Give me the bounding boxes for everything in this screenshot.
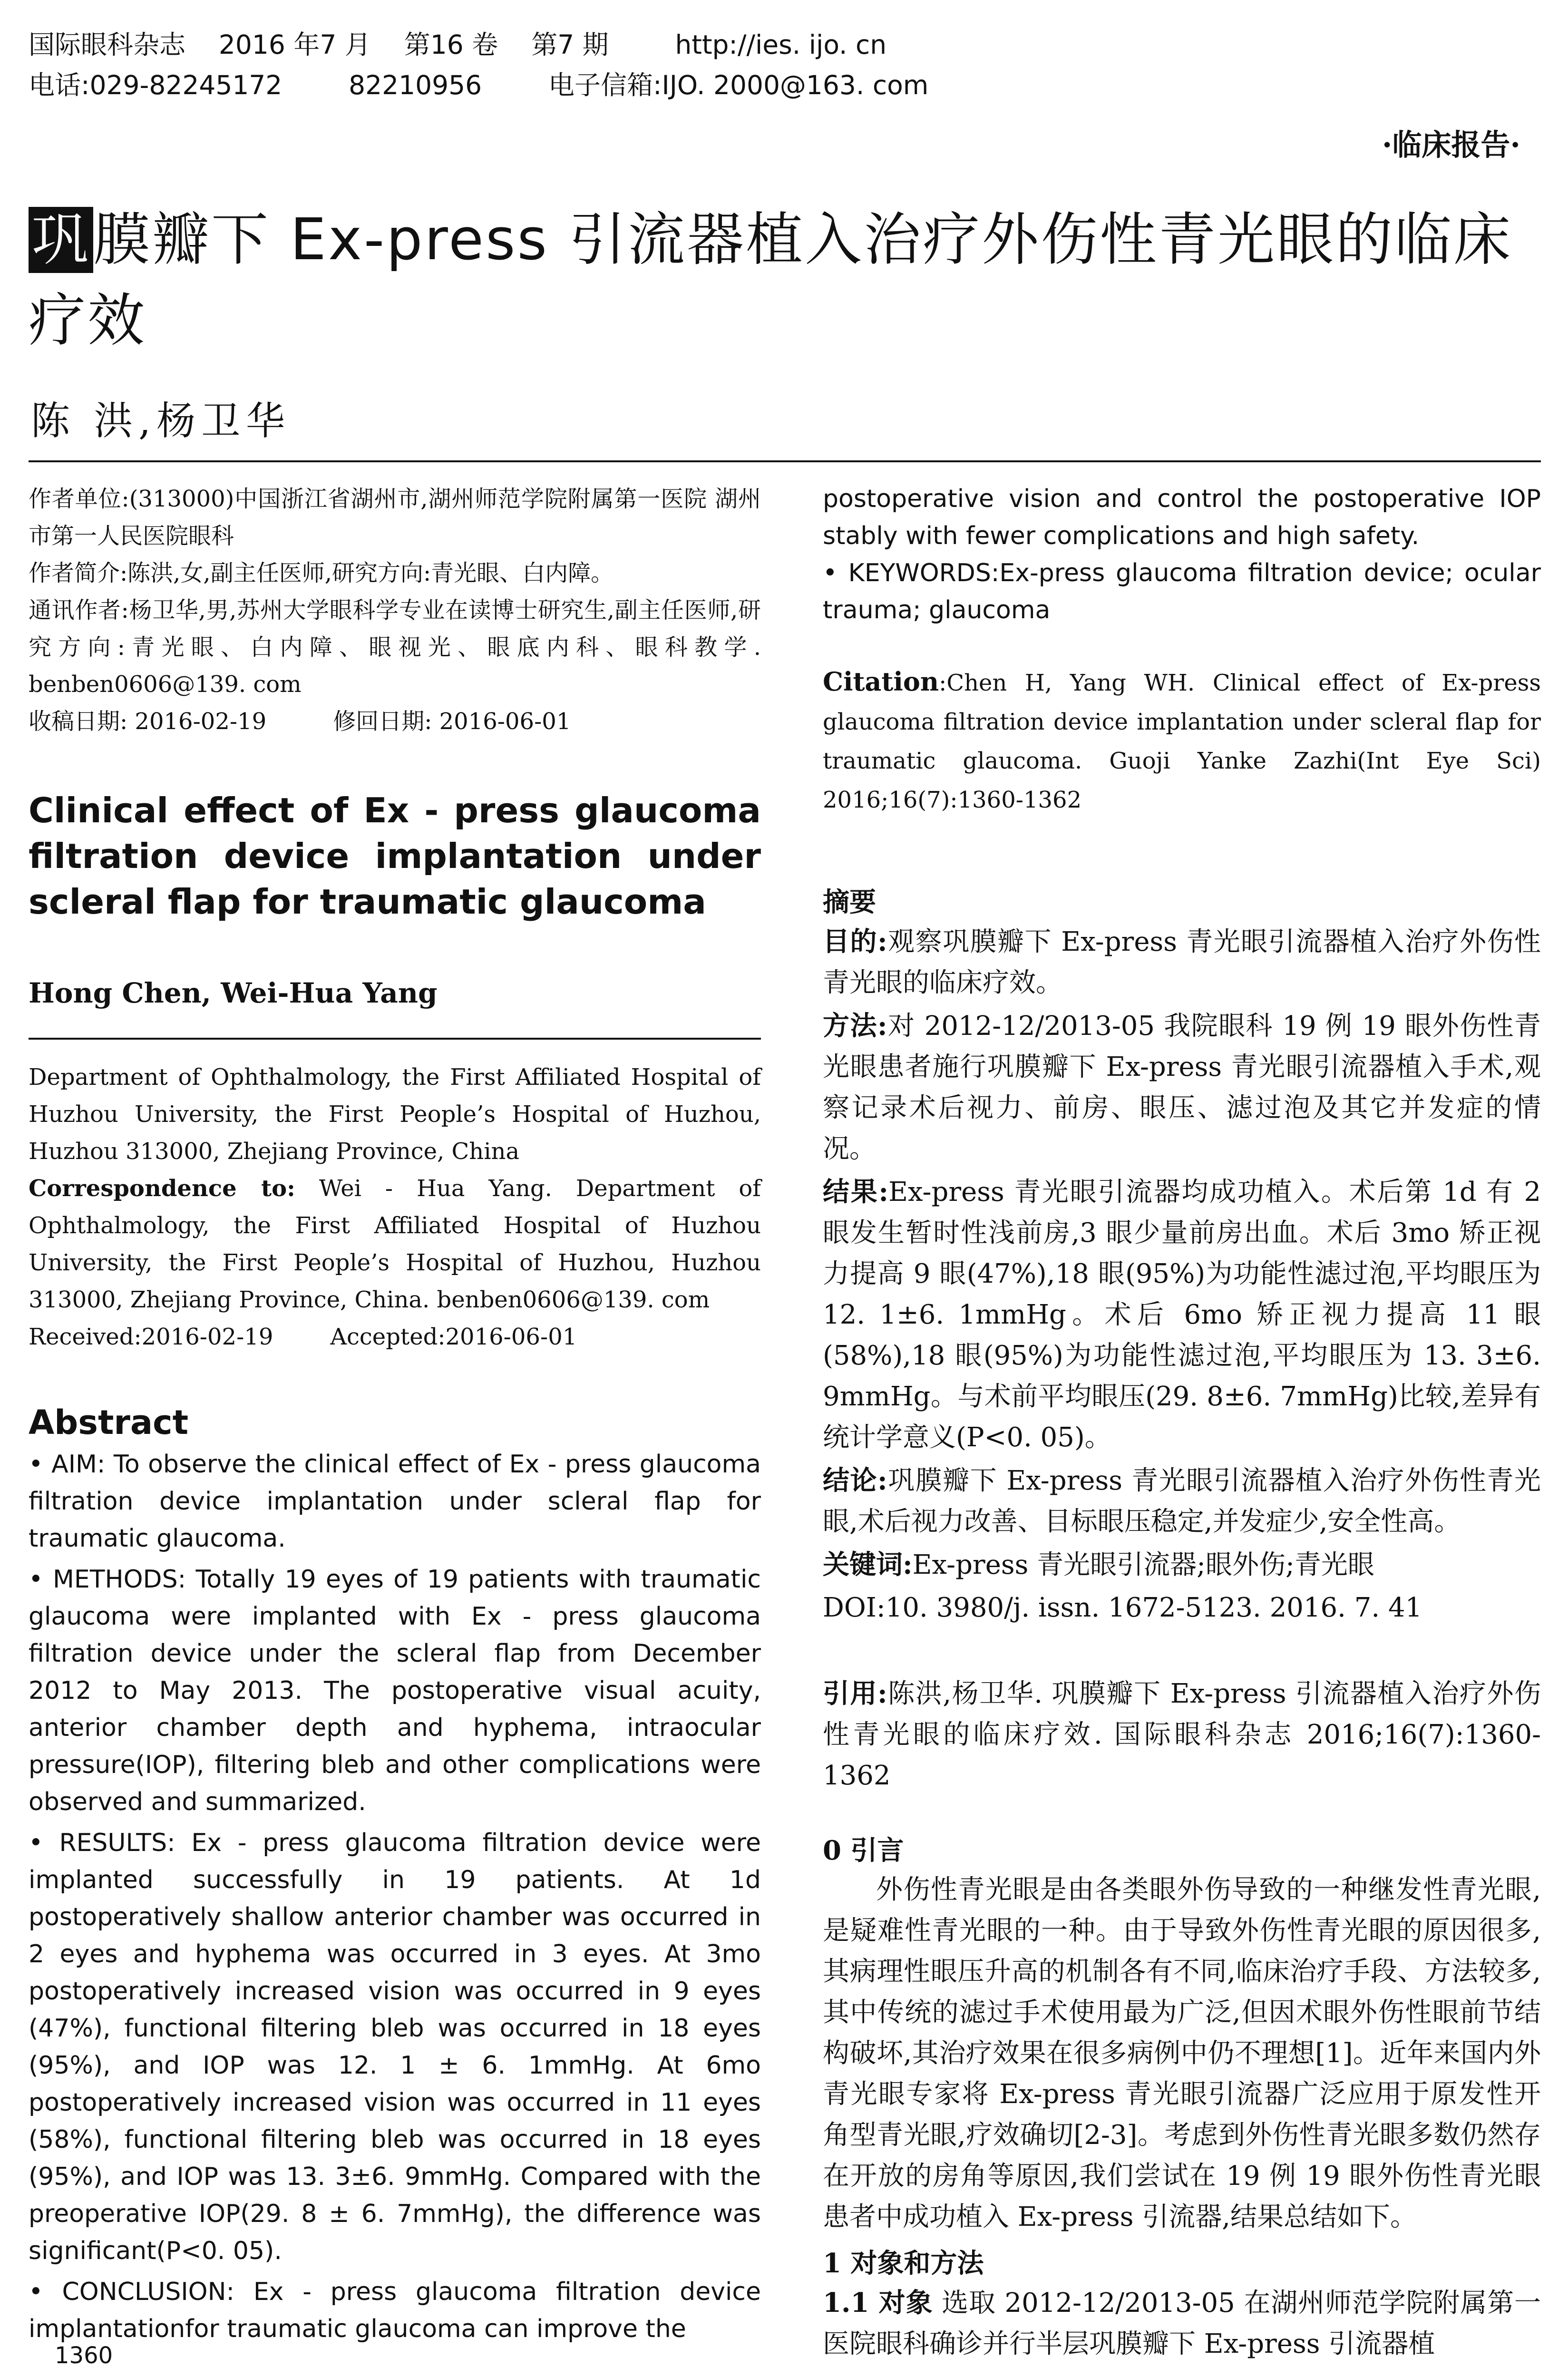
- methods-subsection: [823, 2282, 1541, 2365]
- english-title: Clinical effect of Ex - press glaucoma filtration device implantation under scleral flap for traumatic glaucoma: [29, 790, 761, 922]
- spacer: [823, 1628, 1541, 1671]
- author-unit: 作者单位:(313000)中国浙江省湖州市,湖州师范学院附属第一医院 湖州市第一人民医院眼科: [29, 486, 761, 549]
- top-divider: [29, 460, 1541, 462]
- section-tag: ·临床报告·: [1382, 127, 1520, 162]
- journal-header-line2: 电话:029-82245172 82210956 电子信箱:IJO. 2000@163. com: [29, 70, 929, 100]
- accepted-date-en: Accepted:2016-06-01: [330, 1324, 577, 1350]
- cn-abstract-methods: [823, 1005, 1541, 1169]
- title-drop-char: 巩: [29, 207, 93, 273]
- cn-conclusion-label: 结论:: [823, 1465, 887, 1496]
- abstract-conclusion-end: postoperative vision and control the postoperative IOP stably with fewer complications and high safety.: [823, 485, 1541, 550]
- cn-abstract-results: [823, 1171, 1541, 1458]
- cn-dates: [29, 703, 761, 740]
- en-dates: [29, 1318, 761, 1355]
- cn-abstract-heading: 摘要: [823, 887, 876, 918]
- cn-methods-text: 对 2012-12/2013-05 我院眼科 19 例 19 眼外伤性青光眼患者施行巩膜瓣下 Ex-press 青光眼引流器植入手术,观察记录术后视力、前房、眼压、滤过泡及其它并发症的情况。: [823, 1011, 1541, 1164]
- abstract-aim: • AIM: To observe the clinical effect of Ex - press glaucoma filtration device implantation under scleral flap for traumatic glaucoma.: [29, 1450, 761, 1553]
- doi: DOI:10. 3980/j. issn. 1672-5123. 2016. 7. 41: [823, 1592, 1422, 1623]
- correspondence: [29, 1170, 761, 1318]
- cn-methods-label: 方法:: [823, 1010, 887, 1042]
- author-bio: 作者简介:陈洪,女,副主任医师,研究方向:青光眼、白内障。: [29, 560, 614, 586]
- cn-citation-text: 陈洪,杨卫华. 巩膜瓣下 Ex-press 引流器植入治疗外伤性青光眼的临床疗效. 国际眼科杂志 2016;16(7):1360-1362: [823, 1678, 1541, 1791]
- correspondence-label: Correspondence to:: [29, 1175, 295, 1202]
- affiliation-department: Department of Ophthalmology, the First Affiliated Hospital of Huzhou University, the First People’s Hospital of Huzhou, Huzhou 313000, Zhejiang Province, China: [29, 1064, 761, 1165]
- affiliation-block: [29, 1059, 761, 1355]
- cn-abstract-keywords: [823, 1544, 1541, 1586]
- article-title: [29, 200, 1541, 361]
- cn-abstract-aim: [823, 921, 1541, 1003]
- citation-en: [823, 662, 1541, 819]
- page-number: 1360: [55, 2342, 113, 2369]
- cn-citation: [823, 1673, 1541, 1796]
- methods-heading: 1 对象和方法: [823, 2248, 984, 2279]
- abstract-heading: Abstract: [29, 1403, 189, 1442]
- title-rest: 膜瓣下 Ex-press 引流器植入治疗外伤性青光眼的临床疗效: [29, 207, 1513, 354]
- received-date-cn: 收稿日期: 2016-02-19: [29, 708, 267, 735]
- abstract-conclusion-start: • CONCLUSION: Ex - press glaucoma filtration device implantationfor traumatic glaucoma can improve the: [29, 2278, 761, 2343]
- cn-abstract-conclusion: [823, 1460, 1541, 1542]
- citation-text: :Chen H, Yang WH. Clinical effect of Ex-press glaucoma filtration device implantation under scleral flap for traumatic glaucoma. Guoji Yanke Zazhi(Int Eye Sci) 2016;16(7):1360-1362: [823, 670, 1541, 813]
- english-authors: Hong Chen, Wei-Hua Yang: [29, 977, 438, 1009]
- citation-label: Citation: [823, 666, 939, 697]
- revised-date-cn: 修回日期: 2016-06-01: [333, 708, 571, 735]
- cn-conclusion-text: 巩膜瓣下 Ex-press 青光眼引流器植入治疗外伤性青光眼,术后视力改善、目标眼压稳定,并发症少,安全性高。: [823, 1465, 1541, 1537]
- received-date-en: Received:2016-02-19: [29, 1324, 273, 1350]
- abstract-methods: • METHODS: Totally 19 eyes of 19 patients with traumatic glaucoma were implanted with Ex - press glaucoma filtration device under the scleral flap from December 2012 to May 2013. The postoperative visual acuity, anterior chamber depth and hyphema, intraocular pressure(IOP), filtering bleb and other complications were observed and summarized.: [29, 1565, 761, 1816]
- cn-results-label: 结果:: [823, 1176, 889, 1208]
- journal-header-line1: 国际眼科杂志 2016 年7 月 第16 卷 第7 期 http://ies. ijo. cn: [29, 29, 887, 60]
- cn-citation-label: 引用:: [823, 1678, 887, 1709]
- intro-heading: 0 引言: [823, 1835, 904, 1866]
- right-column: [823, 480, 1541, 2365]
- methods-sub-label: 1.1 对象: [823, 2287, 933, 2319]
- abstract-keywords: • KEYWORDS:Ex-press glaucoma filtration device; ocular trauma; glaucoma: [823, 559, 1541, 624]
- abstract-results: • RESULTS: Ex - press glaucoma filtration device were implanted successfully in 19 patients. At 1d postoperatively shallow anterior chamber was occurred in 2 eyes and hyphema was occurred in 3 eyes. At 3mo postoperatively increased vision was occurred in 9 eyes (47%), functional filtering bleb was occurred in 18 eyes (95%), and IOP was 12. 1 ± 6. 1mmHg. At 6mo postoperatively increased vision was occurred in 11 eyes (58%), functional filtering bleb was occurred in 18 eyes (95%), and IOP was 13. 3±6. 9mmHg. Compared with the preoperative IOP(29. 8 ± 6. 7mmHg), the difference was significant(P<0. 05).: [29, 1829, 761, 2265]
- cn-results-text: Ex-press 青光眼引流器均成功植入。术后第 1d 有 2 眼发生暂时性浅前房,3 眼少量前房出血。术后 3mo 矫正视力提高 9 眼(47%),18 眼(95%)为功能性滤过泡,平均眼压为 12. 1±6. 1mmHg。术后 6mo 矫正视力提高 11 眼(58%),18 眼(95%)为功能性滤过泡,平均眼压为 13. 3±6. 9mmHg。与术前平均眼压(29. 8±6. 7mmHg)比较,差异有统计学意义(P<0. 05)。: [823, 1177, 1541, 1453]
- cn-keywords-label: 关键词:: [823, 1549, 913, 1580]
- authors-cn: 陈 洪,杨卫华: [31, 399, 291, 444]
- intro-paragraph: 外伤性青光眼是由各类眼外伤导致的一种继发性青光眼,是疑难性青光眼的一种。由于导致外伤性青光眼的原因很多,其病理性眼压升高的机制各有不同,临床治疗手段、方法较多,其中传统的滤过手术使用最为广泛,但因术眼外伤性眼前节结构破坏,其治疗效果在很多病例中仍不理想[1]。近年来国内外青光眼专家将 Ex-press 青光眼引流器广泛应用于原发性开角型青光眼,疗效确切[2-3]。考虑到外伤性青光眼多数仍然存在开放的房角等原因,我们尝试在 19 例 19 眼外伤性青光眼患者中成功植入 Ex-press 引流器,结果总结如下。: [823, 1874, 1541, 2232]
- author-divider: [29, 1038, 761, 1040]
- corresponding-author: 通讯作者:杨卫华,男,苏州大学眼科学专业在读博士研究生,副主任医师,研究方向:青光眼、白内障、眼视光、眼底内科、眼科教学. benben0606@139. com: [29, 597, 761, 698]
- cn-metadata: [29, 480, 761, 740]
- methods-sub-text: 选取 2012-12/2013-05 在湖州师范学院附属第一医院眼科确诊并行半层巩膜瓣下 Ex-press 引流器植: [823, 2288, 1541, 2359]
- left-column: [29, 480, 761, 2348]
- correspondence-text: Wei - Hua Yang. Department of Ophthalmology, the First Affiliated Hospital of Huzhou University, the First People’s Hospital of Huzhou, Huzhou 313000, Zhejiang Province, China. benben0606@139. com: [29, 1175, 761, 1313]
- cn-aim-label: 目的:: [823, 926, 887, 957]
- cn-aim-text: 观察巩膜瓣下 Ex-press 青光眼引流器植入治疗外伤性青光眼的临床疗效。: [823, 926, 1541, 998]
- cn-keywords-text: Ex-press 青光眼引流器;眼外伤;青光眼: [912, 1549, 1374, 1580]
